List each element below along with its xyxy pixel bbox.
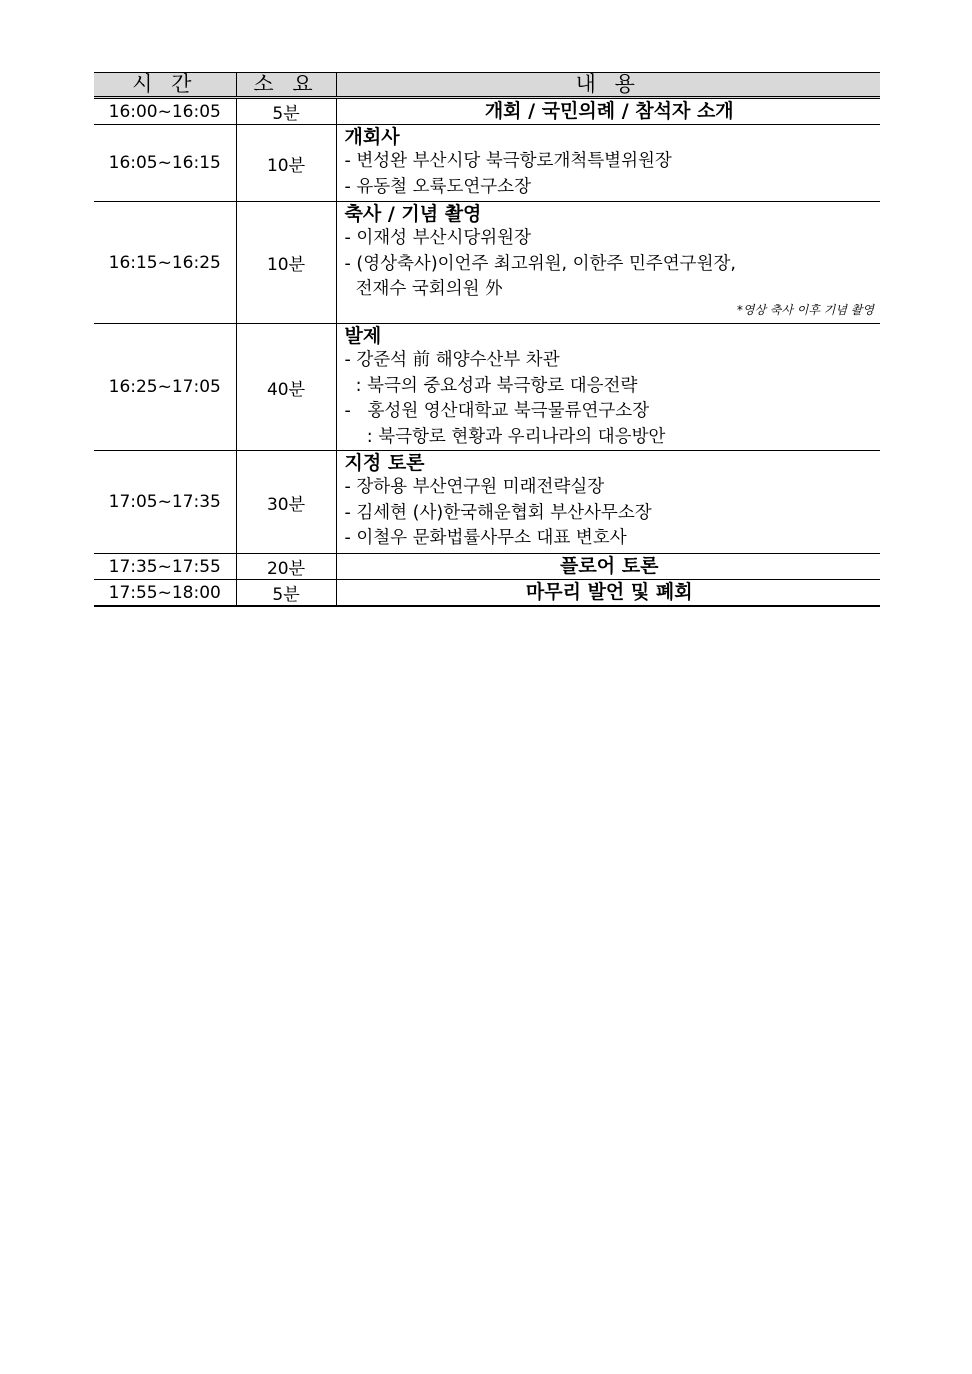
row-content — [336, 324, 880, 451]
header-content: 내 용 — [336, 73, 880, 98]
row-time: 17:55~18:00 — [94, 580, 236, 607]
row-time: 16:15~16:25 — [94, 202, 236, 324]
row-title: 발제 — [344, 325, 382, 347]
row-line: - (영상축사)이언주 최고위원, 이한주 민주연구원장, — [344, 253, 736, 274]
row-line: - 유동철 오륙도연구소장 — [344, 176, 531, 197]
row-title: 지정 토론 — [344, 452, 425, 474]
row-line: - 변성완 부산시당 북극항로개척특별위원장 — [344, 151, 672, 171]
row-title: 개회 / 국민의례 / 참석자 소개 — [484, 100, 734, 122]
row-title: 마무리 발언 및 폐회 — [525, 581, 693, 603]
table-row — [94, 451, 880, 554]
row-line: : 북극의 중요성과 북극항로 대응전략 — [344, 375, 638, 396]
row-time: 16:25~17:05 — [94, 324, 236, 451]
row-time: 17:05~17:35 — [94, 451, 236, 554]
row-line: - 이재성 부산시당위원장 — [344, 228, 531, 248]
row-note: *영상 축사 이후 기념 촬영 — [736, 302, 874, 317]
header-time: 시 간 — [94, 73, 236, 98]
row-duration: 20분 — [236, 554, 336, 580]
row-line: - 홍성원 영산대학교 북극물류연구소장 — [344, 401, 650, 421]
row-content — [336, 98, 880, 125]
row-title: 개회사 — [344, 126, 400, 148]
row-content — [336, 202, 880, 324]
row-line: - 장하용 부산연구원 미래전략실장 — [344, 477, 605, 497]
row-duration: 40분 — [236, 324, 336, 451]
table-row — [94, 554, 880, 580]
row-duration: 5분 — [236, 580, 336, 607]
table-row — [94, 202, 880, 324]
table-row — [94, 580, 880, 607]
row-time: 16:05~16:15 — [94, 125, 236, 202]
row-line: - 이철우 문화법률사무소 대표 변호사 — [344, 528, 627, 548]
table-row — [94, 98, 880, 125]
table-row — [94, 324, 880, 451]
schedule-table — [94, 72, 880, 607]
row-content — [336, 125, 880, 202]
header-row — [94, 73, 880, 98]
row-content — [336, 580, 880, 607]
row-duration: 10분 — [236, 125, 336, 202]
row-duration: 10분 — [236, 202, 336, 324]
table-row — [94, 125, 880, 202]
row-duration: 5분 — [236, 98, 336, 125]
header-duration: 소 요 — [236, 73, 336, 98]
row-line: - 강준석 前 해양수산부 차관 — [344, 350, 560, 370]
row-content — [336, 451, 880, 554]
row-time: 16:00~16:05 — [94, 98, 236, 125]
row-line: - 김세현 (사)한국해운협회 부산사무소장 — [344, 502, 652, 523]
row-line: 전재수 국회의원 外 — [344, 279, 503, 299]
row-duration: 30분 — [236, 451, 336, 554]
row-time: 17:35~17:55 — [94, 554, 236, 580]
row-title: 플로어 토론 — [560, 555, 659, 577]
row-content — [336, 554, 880, 580]
row-line: : 북극항로 현황과 우리나라의 대응방안 — [344, 426, 666, 447]
row-title: 축사 / 기념 촬영 — [344, 203, 482, 225]
